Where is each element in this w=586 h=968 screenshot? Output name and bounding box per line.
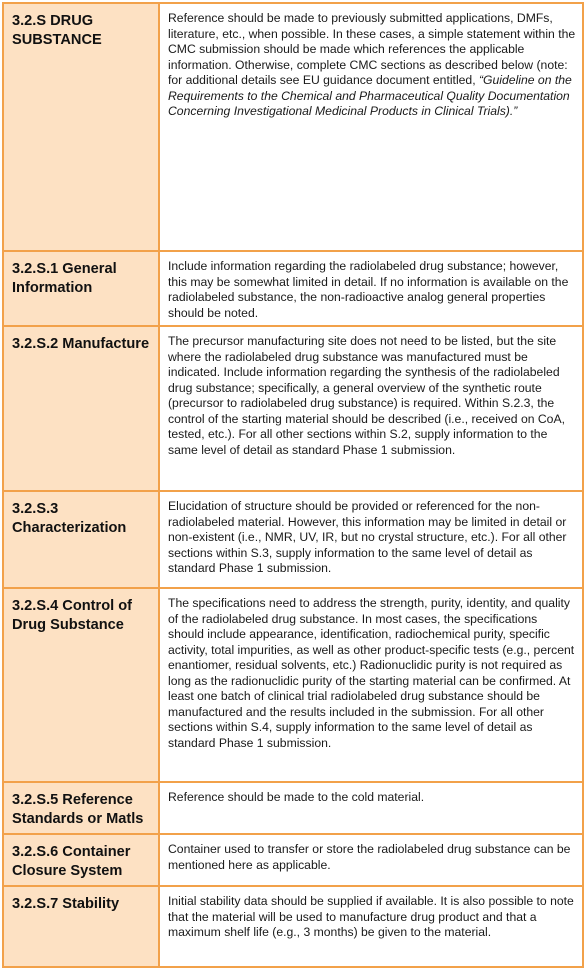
section-description: Container used to transfer or store the radiolabeled drug substance can be mentioned here as applicable. [159, 834, 583, 886]
section-heading: 3.2.S.6 Container Closure System [3, 834, 159, 886]
section-heading: 3.2.S.1 General Information [3, 251, 159, 326]
section-heading: 3.2.S.7 Stability [3, 886, 159, 967]
section-description: Initial stability data should be supplied if available. It is also possible to note that the material will be used to manufacture drug product and that a maximum shelf life (e.g., 3 months) be given to the material. [159, 886, 583, 967]
table-row [3, 588, 583, 782]
section-heading: 3.2.S.3 Characterization [3, 491, 159, 588]
table-row [3, 3, 583, 251]
table-row [3, 326, 583, 491]
section-description: The precursor manufacturing site does not need to be listed, but the site where the radiolabeled drug substance was manufactured must be indicated. Include information regarding the synthesis of the radiolabeled drug substance; specifically, a general overview of the synthetic route (precursor to radiolabeled drug substance) is required. Within S.2.3, the control of the starting material should be described (i.e., received on CoA, tested, etc.). For all other sections within S.2, supply information to the same level of detail as standard Phase 1 submission. [159, 326, 583, 491]
section-description: Reference should be made to the cold material. [159, 782, 583, 834]
cmc-drug-substance-table [2, 2, 584, 968]
section-description [159, 3, 583, 251]
section-heading: 3.2.S.2 Manufacture [3, 326, 159, 491]
table-row [3, 834, 583, 886]
description-text: Reference should be made to previously submitted applications, DMFs, literature, etc., when possible. In these cases, a simple statement within the CMC submission should be made which references the applicable information. Otherwise, complete CMC sections as described below (note: for additional details see EU guidance document entitled, [168, 11, 576, 87]
guideline-title: “Guideline on the Requirements to the Chemical and Pharmaceutical Quality Documentation Concerning Investigational Medicinal Products in Clinical Trials).” [168, 73, 572, 118]
section-description: The specifications need to address the strength, purity, identity, and quality of the radiolabeled drug substance. In most cases, the specifications should include appearance, identification, radiochemical purity, specific activity, total impurities, as well as other product-specific tests (e.g., percent enantiomer, residual solvents, etc.) Radionuclidic purity is not required as long as the radionuclidic purity of the starting material can be confirmed. At least one batch of clinical trial radiolabeled drug substance should be manufactured and the results included in the submission. For all other sections within S.4, supply information to the same level of detail as standard Phase 1 submission. [159, 588, 583, 782]
section-heading: 3.2.S DRUG SUBSTANCE [3, 3, 159, 251]
section-description: Include information regarding the radiolabeled drug substance; however, this may be somewhat limited in detail. If no information is available on the radiolabeled substance, the non-radioactive analog general properties should be noted. [159, 251, 583, 326]
table-row [3, 251, 583, 326]
section-heading: 3.2.S.5 Reference Standards or Matls [3, 782, 159, 834]
section-description: Elucidation of structure should be provided or referenced for the non-radiolabeled material. However, this information may be limited in detail or non-existent (i.e., NMR, UV, IR, but no crystal structure, etc.). For all other sections within S.3, supply information to the same level of detail as standard Phase 1 submission. [159, 491, 583, 588]
table-row [3, 886, 583, 967]
table-row [3, 491, 583, 588]
table-row [3, 782, 583, 834]
section-heading: 3.2.S.4 Control of Drug Substance [3, 588, 159, 782]
